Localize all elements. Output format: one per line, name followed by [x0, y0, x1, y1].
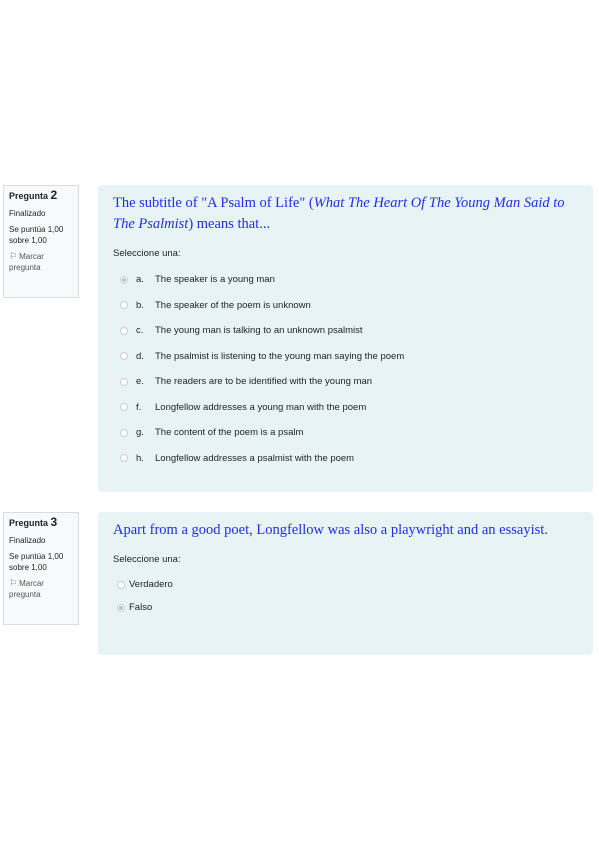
- radio-button[interactable]: [120, 403, 128, 411]
- answer-option-a[interactable]: a. The speaker is a young man: [113, 267, 579, 293]
- flag-question-link[interactable]: ⚐ Marcar pregunta: [9, 251, 44, 272]
- answer-option-true[interactable]: Verdadero: [113, 573, 579, 596]
- radio-button[interactable]: [120, 327, 128, 335]
- answer-option-false[interactable]: Falso: [113, 596, 579, 619]
- answer-option-e[interactable]: e. The readers are to be identified with the young man: [113, 369, 579, 395]
- answer-option-b[interactable]: b. The speaker of the poem is unknown: [113, 293, 579, 319]
- answer-option-d[interactable]: d. The psalmist is listening to the young man saying the poem: [113, 344, 579, 370]
- question-info-2: [3, 185, 79, 298]
- radio-button[interactable]: [120, 301, 128, 309]
- question-text: Apart from a good poet, Longfellow was also a playwright and an essayist.: [113, 522, 548, 538]
- flag-outline-icon: ⚐: [9, 578, 18, 588]
- question-text: The subtitle of "A Psalm of Life" (What The Heart Of The Young Man Said to The Psalmist) means that...: [113, 195, 565, 232]
- radio-button[interactable]: [117, 581, 125, 589]
- radio-button[interactable]: [117, 604, 125, 612]
- question-grade: Se puntúa 1,00 sobre 1,00: [9, 225, 64, 245]
- answer-option-h[interactable]: h. Longfellow addresses a psalmist with the poem: [113, 446, 579, 472]
- question-state: Finalizado: [9, 209, 46, 218]
- question-state: Finalizado: [9, 536, 46, 545]
- answer-prompt: Seleccione una:: [113, 554, 181, 565]
- radio-button[interactable]: [120, 276, 128, 284]
- radio-button[interactable]: [120, 378, 128, 386]
- answer-option-f[interactable]: f. Longfellow addresses a young man with the poem: [113, 395, 579, 421]
- radio-button[interactable]: [120, 454, 128, 462]
- flag-outline-icon: ⚐: [9, 251, 18, 261]
- question-grade: Se puntúa 1,00 sobre 1,00: [9, 552, 64, 572]
- flag-question-link[interactable]: ⚐ Marcar pregunta: [9, 578, 44, 599]
- question-content-2: [98, 185, 593, 492]
- answer-option-g[interactable]: g. The content of the poem is a psalm: [113, 420, 579, 446]
- answer-options: [113, 267, 579, 471]
- question-number: Pregunta 2: [9, 188, 58, 202]
- answer-option-c[interactable]: c. The young man is talking to an unknown psalmist: [113, 318, 579, 344]
- radio-button[interactable]: [120, 429, 128, 437]
- question-info-3: [3, 512, 79, 625]
- radio-button[interactable]: [120, 352, 128, 360]
- question-number: Pregunta 3: [9, 515, 58, 529]
- question-content-3: [98, 512, 593, 655]
- answer-options: [113, 573, 579, 619]
- answer-prompt: Seleccione una:: [113, 248, 181, 259]
